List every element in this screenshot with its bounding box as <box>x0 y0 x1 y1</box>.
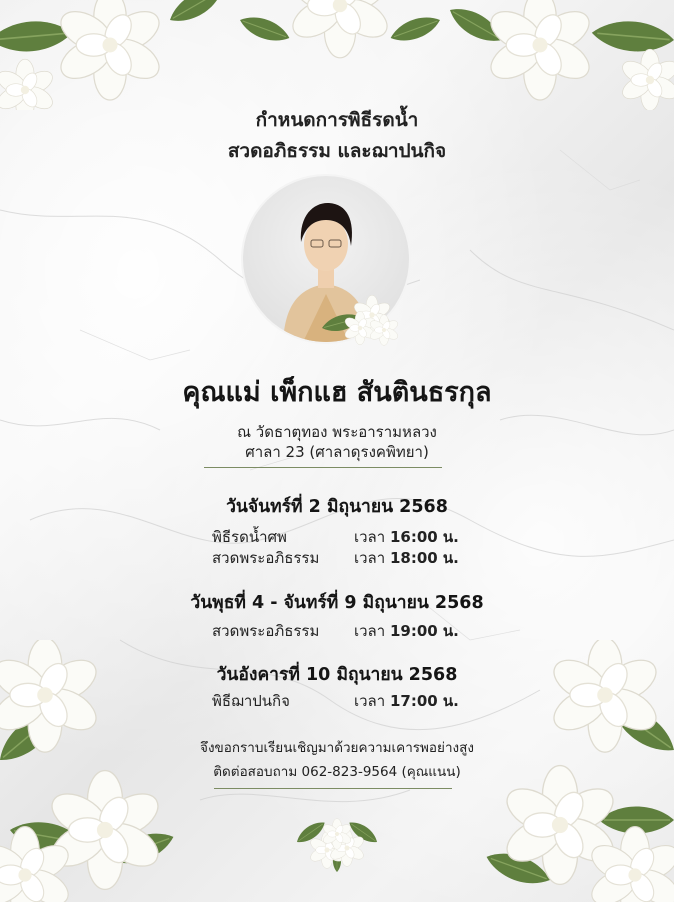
jasmine-flower-icon <box>297 812 377 882</box>
divider-bottom <box>214 788 452 789</box>
schedule-date: วันจันทร์ที่ 2 มิถุนายน 2568 <box>226 497 448 517</box>
event-time: 16:00 น. <box>389 528 459 546</box>
event-name: พิธีรดน้ำศพ <box>212 528 287 546</box>
schedule-date: วันอังคารที่ 10 มิถุนายน 2568 <box>216 665 458 685</box>
event-time: 17:00 น. <box>389 692 459 710</box>
time-prefix: เวลา <box>354 622 386 640</box>
header-title-line2: สวดอภิธรรม และฌาปนกิจ <box>227 140 447 162</box>
contact-text: ติดต่อสอบถาม 062-823-9564 (คุณแนน) <box>213 764 461 780</box>
schedule-date: วันพุธที่ 4 - จันทร์ที่ 9 มิถุนายน 2568 <box>190 593 484 613</box>
person-silhouette-icon <box>243 176 409 342</box>
schedule-event <box>212 525 472 545</box>
venue-line1: ณ วัดธาตุทอง พระอารามหลวง <box>237 423 437 441</box>
portrait-photo <box>243 176 409 342</box>
divider-top <box>204 467 442 468</box>
header-title-line1: กำหนดการพิธีรดน้ำ <box>255 109 419 131</box>
time-prefix: เวลา <box>354 692 386 710</box>
jasmine-flower-icon <box>0 0 250 110</box>
event-time: 19:00 น. <box>389 622 459 640</box>
deceased-name: คุณแม่ เพ็กแฮ สันตินธรกุล <box>182 377 492 408</box>
time-prefix: เวลา <box>354 528 386 546</box>
time-prefix: เวลา <box>354 549 386 567</box>
event-name: พิธีฌาปนกิจ <box>212 692 290 710</box>
venue-line2: ศาลา 23 (ศาลาดุรงคพิทยา) <box>245 443 429 461</box>
invitation-text: จึงขอกราบเรียนเชิญมาด้วยความเคารพอย่างสูง <box>200 740 474 756</box>
schedule-event <box>212 619 472 639</box>
event-name: สวดพระอภิธรรม <box>212 622 320 640</box>
event-name: สวดพระอภิธรรม <box>212 549 320 567</box>
jasmine-flower-icon <box>430 0 674 110</box>
jasmine-flower-icon <box>240 0 440 60</box>
event-time: 18:00 น. <box>389 549 459 567</box>
schedule-event <box>212 546 472 566</box>
schedule-event <box>212 689 472 709</box>
